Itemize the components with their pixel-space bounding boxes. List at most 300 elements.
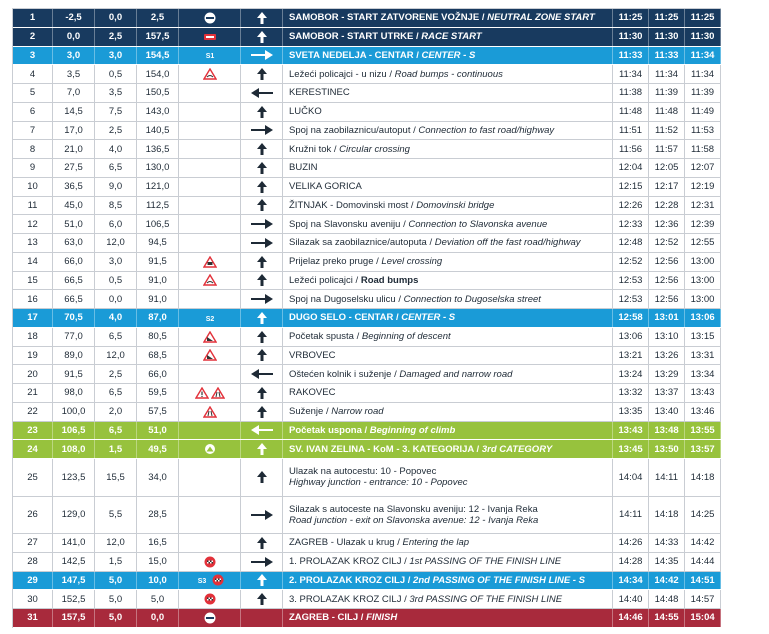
time-slow: 14:57 — [685, 590, 721, 608]
arrow-up-icon — [257, 471, 267, 483]
time-slow: 13:15 — [685, 328, 721, 346]
time-fast: 13:06 — [613, 328, 649, 346]
location-description: ZAGREB - Ulazak u krug / Entering the lap — [283, 534, 613, 552]
description-en: Highway junction - entrance: 10 - Popovec — [289, 477, 468, 489]
description-en: Circular crossing — [339, 143, 410, 155]
km-from-start: 89,0 — [53, 347, 95, 365]
direction-arrow — [241, 253, 283, 271]
time-slow: 11:58 — [685, 140, 721, 158]
time-slow: 13:57 — [685, 440, 721, 458]
direction-arrow — [241, 122, 283, 140]
time-medium: 11:52 — [649, 122, 685, 140]
km-partial: 1,5 — [95, 553, 137, 571]
km-remaining: 154,0 — [137, 65, 179, 83]
km-from-start: 66,5 — [53, 290, 95, 308]
time-medium: 12:56 — [649, 290, 685, 308]
km-partial: 0,0 — [95, 290, 137, 308]
arrow-right-icon — [251, 238, 273, 248]
direction-arrow — [241, 234, 283, 252]
warning-icons — [179, 215, 241, 233]
row-number: 8 — [13, 140, 53, 158]
km-from-start: 106,5 — [53, 422, 95, 440]
row-number: 27 — [13, 534, 53, 552]
time-slow: 14:25 — [685, 497, 721, 534]
time-medium: 12:05 — [649, 159, 685, 177]
time-fast: 13:35 — [613, 403, 649, 421]
itinerary-row — [13, 365, 721, 384]
svg-text:S2: S2 — [205, 315, 214, 323]
time-fast: 13:45 — [613, 440, 649, 458]
time-slow: 11:34 — [685, 47, 721, 65]
direction-arrow — [241, 47, 283, 65]
description-hr: Ležeći policajci — [289, 274, 353, 286]
narrowing-warning-icon — [211, 387, 225, 399]
location-description — [283, 178, 613, 196]
km-from-start: 17,0 — [53, 122, 95, 140]
row-number: 28 — [13, 553, 53, 571]
arrow-right-icon — [251, 557, 273, 567]
svg-text:S3: S3 — [197, 578, 206, 586]
time-medium: 13:29 — [649, 365, 685, 383]
location-description — [283, 497, 613, 534]
direction-arrow — [241, 65, 283, 83]
finish-line-icon — [203, 556, 217, 568]
row-number: 2 — [13, 28, 53, 46]
arrow-up-icon — [257, 312, 267, 324]
direction-arrow — [241, 159, 283, 177]
km-partial: 7,5 — [95, 103, 137, 121]
time-fast: 11:34 — [613, 65, 649, 83]
description-en: Road junction - exit on Slavonska avenue: 12 - Ivanja Reka — [289, 514, 539, 526]
itinerary-row — [13, 553, 721, 572]
itinerary-row — [13, 290, 721, 309]
description-hr: 1. PROLAZAK KROZ CILJ — [289, 556, 402, 568]
warning-icons — [179, 197, 241, 215]
location-description — [283, 159, 613, 177]
warning-icons — [179, 9, 241, 27]
arrow-up-icon — [257, 143, 267, 155]
time-medium: 13:50 — [649, 440, 685, 458]
itinerary-row — [13, 403, 721, 422]
location-description: Ležeći policajci / Road bumps — [283, 272, 613, 290]
location-description: Silazak sa zaobilaznice/autoputa / Deviation off the fast road/highway — [283, 234, 613, 252]
km-remaining: 91,0 — [137, 290, 179, 308]
warning-icons — [179, 84, 241, 102]
km-remaining: 57,5 — [137, 403, 179, 421]
time-medium: 11:25 — [649, 9, 685, 27]
time-slow: 11:39 — [685, 84, 721, 102]
row-number: 22 — [13, 403, 53, 421]
direction-arrow — [241, 403, 283, 421]
description-hr: LUČKO — [289, 106, 322, 118]
sprint-s2-icon — [203, 312, 217, 324]
km-partial: 0,5 — [95, 65, 137, 83]
itinerary-row — [13, 459, 721, 497]
itinerary-row — [13, 440, 721, 459]
km-partial: 0,5 — [95, 272, 137, 290]
itinerary-row — [13, 572, 721, 591]
description-en: Road bumps - continuous — [394, 68, 503, 80]
description-hr: Oštećen kolnik i suženje — [289, 368, 392, 380]
time-medium: 14:11 — [649, 459, 685, 496]
km-from-start: 14,5 — [53, 103, 95, 121]
description-hr: Početak spusta — [289, 331, 354, 343]
warning-icons — [179, 572, 241, 590]
direction-arrow — [241, 590, 283, 608]
location-description: Suženje / Narrow road — [283, 403, 613, 421]
km-partial: 6,5 — [95, 328, 137, 346]
description-hr: VELIKA GORICA — [289, 181, 362, 193]
time-medium: 13:37 — [649, 384, 685, 402]
arrow-left-icon — [251, 369, 273, 379]
time-slow: 13:31 — [685, 347, 721, 365]
time-fast: 11:56 — [613, 140, 649, 158]
km-partial: 1,5 — [95, 440, 137, 458]
direction-arrow — [241, 459, 283, 496]
arrow-right-icon — [251, 510, 273, 520]
itinerary-row — [13, 122, 721, 141]
km-partial: 6,5 — [95, 159, 137, 177]
descent-warning-icon — [203, 331, 217, 343]
arrow-right-icon — [251, 219, 273, 229]
itinerary-row — [13, 84, 721, 103]
row-number: 18 — [13, 328, 53, 346]
description-en: Damaged and narrow road — [399, 368, 513, 380]
arrow-up-icon — [257, 349, 267, 361]
km-remaining: 10,0 — [137, 572, 179, 590]
warning-icons — [179, 178, 241, 196]
time-slow: 13:00 — [685, 290, 721, 308]
itinerary-row — [13, 253, 721, 272]
km-from-start: 21,0 — [53, 140, 95, 158]
time-medium: 13:01 — [649, 309, 685, 327]
direction-arrow — [241, 178, 283, 196]
time-fast: 11:38 — [613, 84, 649, 102]
km-partial: 5,0 — [95, 590, 137, 608]
description-en: CENTER - S — [421, 49, 476, 61]
description-hr: SAMOBOR - START ZATVORENE VOŽNJE — [289, 12, 480, 24]
warning-icons — [179, 122, 241, 140]
time-fast: 12:48 — [613, 234, 649, 252]
row-number: 26 — [13, 497, 53, 534]
km-partial: 15,5 — [95, 459, 137, 496]
time-medium: 11:33 — [649, 47, 685, 65]
direction-arrow — [241, 572, 283, 590]
km-partial: 5,5 — [95, 497, 137, 534]
arrow-up-icon — [257, 12, 267, 24]
descent-warning-icon — [203, 349, 217, 361]
km-partial: 4,0 — [95, 140, 137, 158]
km-remaining: 0,0 — [137, 609, 179, 627]
finish-line-icon — [203, 593, 217, 605]
time-fast: 12:15 — [613, 178, 649, 196]
location-description: 3. PROLAZAK KROZ CILJ / 3rd PASSING OF THE FINISH LINE — [283, 590, 613, 608]
itinerary-row — [13, 9, 721, 28]
km-remaining: 154,5 — [137, 47, 179, 65]
description-hr: 3. PROLAZAK KROZ CILJ — [289, 593, 402, 605]
arrow-up-icon — [257, 68, 267, 80]
description-en: Connection to fast road/highway — [418, 124, 555, 136]
warning-icons — [179, 459, 241, 496]
warning-icons — [179, 140, 241, 158]
km-from-start: 123,5 — [53, 459, 95, 496]
km-remaining: 91,0 — [137, 272, 179, 290]
row-number: 9 — [13, 159, 53, 177]
description-en: Connection to Dugoselska street — [403, 293, 541, 305]
km-partial: 5,0 — [95, 572, 137, 590]
itinerary-row — [13, 328, 721, 347]
direction-arrow — [241, 215, 283, 233]
km-from-start: 27,5 — [53, 159, 95, 177]
time-medium: 11:30 — [649, 28, 685, 46]
time-medium: 14:48 — [649, 590, 685, 608]
km-from-start: 152,5 — [53, 590, 95, 608]
km-partial: 8,5 — [95, 197, 137, 215]
time-slow: 12:19 — [685, 178, 721, 196]
km-remaining: 5,0 — [137, 590, 179, 608]
sprint-s3-icon — [195, 574, 209, 586]
km-remaining: 130,0 — [137, 159, 179, 177]
direction-arrow — [241, 497, 283, 534]
description-en: Domovinski bridge — [416, 199, 495, 211]
itinerary-row — [13, 347, 721, 366]
time-slow: 15:04 — [685, 609, 721, 627]
time-fast: 12:04 — [613, 159, 649, 177]
description-en: 1st PASSING OF THE FINISH LINE — [409, 556, 562, 568]
km-remaining: 121,0 — [137, 178, 179, 196]
time-slow: 13:46 — [685, 403, 721, 421]
warning-icons — [179, 534, 241, 552]
description-en: Entering the lap — [402, 537, 470, 549]
km-partial: 6,0 — [95, 215, 137, 233]
warning-icons — [179, 272, 241, 290]
time-slow: 12:31 — [685, 197, 721, 215]
time-medium: 11:48 — [649, 103, 685, 121]
time-medium: 11:34 — [649, 65, 685, 83]
arrow-up-icon — [257, 574, 267, 586]
arrow-right-icon — [251, 125, 273, 135]
time-fast: 14:28 — [613, 553, 649, 571]
location-description: DUGO SELO - CENTAR / CENTER - S — [283, 309, 613, 327]
description-en: Deviation off the fast road/highway — [434, 237, 581, 249]
row-number: 13 — [13, 234, 53, 252]
km-from-start: 3,0 — [53, 47, 95, 65]
description-en: 3rd CATEGORY — [481, 443, 553, 455]
description-hr: Spoj na Dugoselsku ulicu — [289, 293, 396, 305]
location-description: ŽITNJAK - Domovinski most / Domovinski bridge — [283, 197, 613, 215]
time-fast: 14:11 — [613, 497, 649, 534]
warning-icons — [179, 328, 241, 346]
km-from-start: 108,0 — [53, 440, 95, 458]
time-fast: 11:48 — [613, 103, 649, 121]
location-description — [283, 347, 613, 365]
arrow-up-icon — [257, 387, 267, 399]
direction-arrow — [241, 384, 283, 402]
km-from-start: 36,5 — [53, 178, 95, 196]
direction-arrow — [241, 534, 283, 552]
warning-icons — [179, 422, 241, 440]
description-hr: Kružni tok — [289, 143, 332, 155]
direction-arrow — [241, 197, 283, 215]
description-hr: VRBOVEC — [289, 349, 336, 361]
itinerary-row — [13, 534, 721, 553]
time-fast: 13:43 — [613, 422, 649, 440]
arrow-left-icon — [251, 425, 273, 435]
km-from-start: 147,5 — [53, 572, 95, 590]
km-partial: 6,5 — [95, 384, 137, 402]
description-hr: RAKOVEC — [289, 387, 336, 399]
kom-climb-icon — [203, 443, 217, 455]
row-number: 4 — [13, 65, 53, 83]
arrow-up-icon — [257, 331, 267, 343]
race-start-flag-icon — [203, 31, 217, 43]
direction-arrow — [241, 272, 283, 290]
km-remaining: 136,5 — [137, 140, 179, 158]
arrow-up-icon — [257, 537, 267, 549]
finish-line-icon — [211, 574, 225, 586]
location-description: Prijelaz preko pruge / Level crossing — [283, 253, 613, 271]
warning-icons — [179, 290, 241, 308]
km-remaining: 140,5 — [137, 122, 179, 140]
description-hr: SV. IVAN ZELINA - KoM - 3. KATEGORIJA — [289, 443, 474, 455]
bump-warning-icon — [203, 68, 217, 80]
itinerary-row — [13, 65, 721, 84]
arrow-up-icon — [257, 31, 267, 43]
direction-arrow — [241, 309, 283, 327]
row-number: 21 — [13, 384, 53, 402]
description-hr: Ležeći policajci - u nizu — [289, 68, 387, 80]
bump-warning-icon — [203, 274, 217, 286]
arrow-up-icon — [257, 162, 267, 174]
itinerary-row — [13, 140, 721, 159]
km-remaining: 94,5 — [137, 234, 179, 252]
time-slow: 13:34 — [685, 365, 721, 383]
location-description: Oštećen kolnik i suženje / Damaged and narrow road — [283, 365, 613, 383]
description-hr: Silazak s autoceste na Slavonsku aveniju: 12 - Ivanja Reka — [289, 503, 538, 515]
km-partial: 2,5 — [95, 122, 137, 140]
warning-icons — [179, 309, 241, 327]
km-from-start: 91,5 — [53, 365, 95, 383]
row-number: 14 — [13, 253, 53, 271]
km-remaining: 112,5 — [137, 197, 179, 215]
svg-text:S1: S1 — [205, 53, 214, 61]
km-partial: 2,5 — [95, 28, 137, 46]
arrow-up-icon — [257, 443, 267, 455]
direction-arrow — [241, 365, 283, 383]
row-number: 15 — [13, 272, 53, 290]
arrow-right-icon — [251, 294, 273, 304]
narrowing-warning-icon — [203, 406, 217, 418]
time-slow: 11:49 — [685, 103, 721, 121]
location-description: Kružni tok / Circular crossing — [283, 140, 613, 158]
row-number: 19 — [13, 347, 53, 365]
km-remaining: 150,5 — [137, 84, 179, 102]
description-hr: Spoj na Slavonsku aveniju — [289, 218, 401, 230]
time-medium: 14:35 — [649, 553, 685, 571]
km-from-start: 45,0 — [53, 197, 95, 215]
location-description: SAMOBOR - START ZATVORENE VOŽNJE / NEUTRAL ZONE START — [283, 9, 613, 27]
km-partial: 6,5 — [95, 422, 137, 440]
row-number: 11 — [13, 197, 53, 215]
itinerary-row — [13, 103, 721, 122]
description-hr: ZAGREB - Ulazak u krug — [289, 537, 395, 549]
location-description: SV. IVAN ZELINA - KoM - 3. KATEGORIJA / 3rd CATEGORY — [283, 440, 613, 458]
itinerary-row — [13, 215, 721, 234]
km-from-start: 63,0 — [53, 234, 95, 252]
time-medium: 13:48 — [649, 422, 685, 440]
description-hr: Početak uspona — [289, 424, 362, 436]
description-hr: Ulazak na autocestu: 10 - Popovec — [289, 466, 437, 478]
time-fast: 14:46 — [613, 609, 649, 627]
row-number: 12 — [13, 215, 53, 233]
time-slow: 13:06 — [685, 309, 721, 327]
description-en: Level crossing — [381, 256, 443, 268]
row-number: 25 — [13, 459, 53, 496]
time-medium: 14:55 — [649, 609, 685, 627]
km-from-start: 0,0 — [53, 28, 95, 46]
time-fast: 11:51 — [613, 122, 649, 140]
description-en: 3rd PASSING OF THE FINISH LINE — [409, 593, 563, 605]
row-number: 30 — [13, 590, 53, 608]
description-en: Road bumps — [360, 274, 419, 286]
row-number: 10 — [13, 178, 53, 196]
location-description: 1. PROLAZAK KROZ CILJ / 1st PASSING OF THE FINISH LINE — [283, 553, 613, 571]
row-number: 24 — [13, 440, 53, 458]
direction-arrow — [241, 140, 283, 158]
description-en: NEUTRAL ZONE START — [487, 12, 595, 24]
warning-icons — [179, 347, 241, 365]
time-fast: 13:32 — [613, 384, 649, 402]
km-from-start: 66,0 — [53, 253, 95, 271]
level-crossing-warning-icon — [203, 256, 217, 268]
location-description: Početak uspona / Beginning of climb — [283, 422, 613, 440]
time-slow: 11:53 — [685, 122, 721, 140]
km-from-start: 100,0 — [53, 403, 95, 421]
description-hr: Spoj na zaobilaznicu/autoput — [289, 124, 411, 136]
time-fast: 13:24 — [613, 365, 649, 383]
location-description: Spoj na Dugoselsku ulicu / Connection to Dugoselska street — [283, 290, 613, 308]
direction-arrow — [241, 290, 283, 308]
description-en: Narrow road — [331, 406, 384, 418]
time-slow: 14:42 — [685, 534, 721, 552]
km-remaining: 143,0 — [137, 103, 179, 121]
km-from-start: 157,5 — [53, 609, 95, 627]
km-partial: 0,0 — [95, 9, 137, 27]
km-from-start: 3,5 — [53, 65, 95, 83]
km-partial: 3,0 — [95, 253, 137, 271]
description-hr: SAMOBOR - START UTRKE — [289, 31, 414, 43]
description-hr: ŽITNJAK - Domovinski most — [289, 199, 409, 211]
time-medium: 13:40 — [649, 403, 685, 421]
description-hr: SVETA NEDELJA - CENTAR — [289, 49, 414, 61]
time-fast: 14:04 — [613, 459, 649, 496]
time-slow: 12:39 — [685, 215, 721, 233]
arrow-right-icon — [251, 50, 273, 60]
time-medium: 13:26 — [649, 347, 685, 365]
km-partial: 3,5 — [95, 84, 137, 102]
description-hr: 2. PROLAZAK KROZ CILJ — [289, 574, 406, 586]
itinerary-row — [13, 272, 721, 291]
time-slow: 11:25 — [685, 9, 721, 27]
location-description: ZAGREB - CILJ / FINISH — [283, 609, 613, 627]
row-number: 7 — [13, 122, 53, 140]
km-from-start: 7,0 — [53, 84, 95, 102]
time-fast: 14:26 — [613, 534, 649, 552]
km-remaining: 49,5 — [137, 440, 179, 458]
row-number: 23 — [13, 422, 53, 440]
time-fast: 12:53 — [613, 290, 649, 308]
time-medium: 12:52 — [649, 234, 685, 252]
